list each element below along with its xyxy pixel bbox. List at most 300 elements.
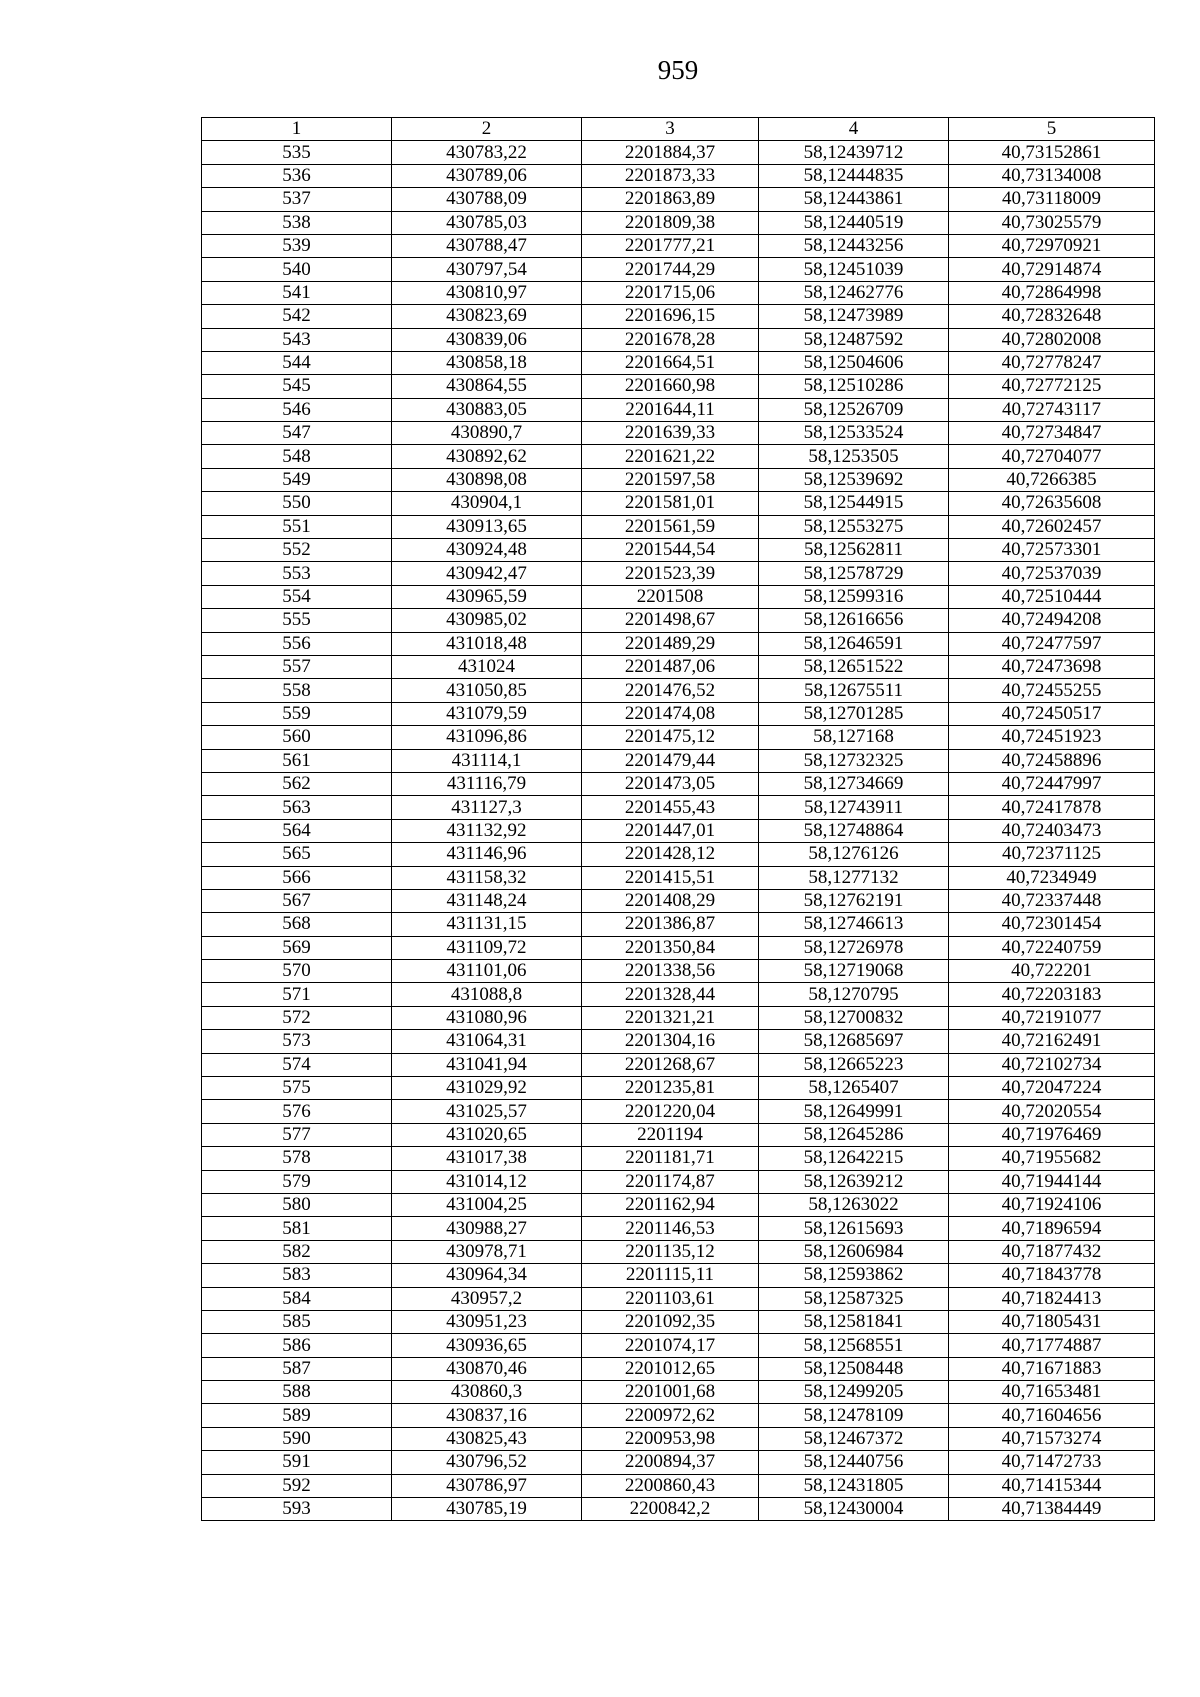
table-cell: 58,12487592 [759,328,949,351]
table-cell: 2201474,08 [582,702,759,725]
table-cell: 2201146,53 [582,1217,759,1240]
table-cell: 430965,59 [392,585,582,608]
table-cell: 430892,62 [392,445,582,468]
table-cell: 2201884,37 [582,141,759,164]
table-cell: 562 [202,772,392,795]
table-cell: 58,12499205 [759,1381,949,1404]
table-cell: 2201621,22 [582,445,759,468]
table-cell: 2201447,01 [582,819,759,842]
table-row [202,866,1155,889]
table-cell: 40,73134008 [949,164,1155,187]
table-cell: 2201479,44 [582,749,759,772]
table-row [202,1170,1155,1193]
table-cell: 2201561,59 [582,515,759,538]
table-cell: 431029,92 [392,1077,582,1100]
table-cell: 430839,06 [392,328,582,351]
table-cell: 2201001,68 [582,1381,759,1404]
table-cell: 58,12645286 [759,1123,949,1146]
coordinates-table [201,117,1155,1521]
table-cell: 430890,7 [392,422,582,445]
table-row [202,1006,1155,1029]
table-cell: 585 [202,1310,392,1333]
table-row [202,1310,1155,1333]
table-cell: 431131,15 [392,913,582,936]
table-cell: 40,72203183 [949,983,1155,1006]
table-cell: 58,12649991 [759,1100,949,1123]
table-row [202,1357,1155,1380]
table-cell: 431024 [392,655,582,678]
table-cell: 2200860,43 [582,1474,759,1497]
table-cell: 58,1277132 [759,866,949,889]
table-row [202,1427,1155,1450]
table-cell: 541 [202,281,392,304]
table-cell: 58,12642215 [759,1147,949,1170]
table-cell: 2201476,52 [582,679,759,702]
table-cell: 58,12665223 [759,1053,949,1076]
table-cell: 430978,71 [392,1240,582,1263]
table-cell: 430913,65 [392,515,582,538]
table-row [202,585,1155,608]
table-cell: 430823,69 [392,305,582,328]
table-cell: 2201744,29 [582,258,759,281]
table-cell: 2201544,54 [582,539,759,562]
page-number: 959 [657,55,699,85]
table-cell: 551 [202,515,392,538]
table-cell: 2201268,67 [582,1053,759,1076]
table-cell: 40,71877432 [949,1240,1155,1263]
table-cell: 2201523,39 [582,562,759,585]
table-cell: 40,71843778 [949,1264,1155,1287]
table-cell: 58,12762191 [759,889,949,912]
table-cell: 58,1276126 [759,843,949,866]
table-cell: 430898,08 [392,468,582,491]
table-cell: 576 [202,1100,392,1123]
table-cell: 58,12526709 [759,398,949,421]
table-cell: 2201777,21 [582,234,759,257]
table-cell: 430837,16 [392,1404,582,1427]
table-cell: 58,12473989 [759,305,949,328]
table-cell: 58,1265407 [759,1077,949,1100]
table-cell: 2200953,98 [582,1427,759,1450]
table-cell: 40,72403473 [949,819,1155,842]
table-cell: 58,12719068 [759,960,949,983]
table-cell: 589 [202,1404,392,1427]
table-cell: 58,12440519 [759,211,949,234]
table-cell: 2200894,37 [582,1451,759,1474]
table-row [202,328,1155,351]
table-cell: 588 [202,1381,392,1404]
table-cell: 58,1253505 [759,445,949,468]
table-cell: 549 [202,468,392,491]
table-cell: 2201487,06 [582,655,759,678]
table-cell: 539 [202,234,392,257]
table-cell: 2201220,04 [582,1100,759,1123]
table-cell: 571 [202,983,392,1006]
table-cell: 542 [202,305,392,328]
table-cell: 431148,24 [392,889,582,912]
table-cell: 430858,18 [392,351,582,374]
table-cell: 540 [202,258,392,281]
table-cell: 40,71573274 [949,1427,1155,1450]
table-cell: 430924,48 [392,539,582,562]
table-cell: 430786,97 [392,1474,582,1497]
table-cell: 556 [202,632,392,655]
table-header-row [202,118,1155,141]
table-cell: 58,12510286 [759,375,949,398]
table-cell: 2201304,16 [582,1030,759,1053]
table-cell: 40,722201 [949,960,1155,983]
table-row [202,1193,1155,1216]
column-header: 4 [759,118,949,141]
table-cell: 431114,1 [392,749,582,772]
table-cell: 58,12616656 [759,609,949,632]
table-row [202,913,1155,936]
table-cell: 58,12451039 [759,258,949,281]
table-cell: 40,72477597 [949,632,1155,655]
table-cell: 40,72864998 [949,281,1155,304]
table-cell: 58,12743911 [759,796,949,819]
table-cell: 535 [202,141,392,164]
table-cell: 430964,34 [392,1264,582,1287]
table-cell: 430796,52 [392,1451,582,1474]
table-cell: 2201475,12 [582,726,759,749]
table-cell: 58,12581841 [759,1310,949,1333]
table-row [202,1474,1155,1497]
table-cell: 582 [202,1240,392,1263]
table-row [202,188,1155,211]
table-cell: 40,72240759 [949,936,1155,959]
table-cell: 554 [202,585,392,608]
column-header: 1 [202,118,392,141]
table-cell: 40,7266385 [949,468,1155,491]
table-cell: 546 [202,398,392,421]
table-cell: 2201428,12 [582,843,759,866]
table-cell: 58,1270795 [759,983,949,1006]
table-cell: 570 [202,960,392,983]
table-row [202,960,1155,983]
table-cell: 430810,97 [392,281,582,304]
table-cell: 431025,57 [392,1100,582,1123]
table-row [202,843,1155,866]
table-cell: 40,72635608 [949,492,1155,515]
table-cell: 2201074,17 [582,1334,759,1357]
table-row [202,936,1155,959]
table-cell: 550 [202,492,392,515]
table-cell: 40,72734847 [949,422,1155,445]
table-row [202,1334,1155,1357]
table-cell: 40,72537039 [949,562,1155,585]
table-row [202,1404,1155,1427]
table-cell: 2201639,33 [582,422,759,445]
table-cell: 430783,22 [392,141,582,164]
table-row [202,609,1155,632]
table-cell: 579 [202,1170,392,1193]
table-cell: 431064,31 [392,1030,582,1053]
table-cell: 587 [202,1357,392,1380]
table-cell: 536 [202,164,392,187]
table-cell: 2201135,12 [582,1240,759,1263]
table-cell: 40,71805431 [949,1310,1155,1333]
table-cell: 58,12430004 [759,1498,949,1521]
table-cell: 431050,85 [392,679,582,702]
table-cell: 2201508 [582,585,759,608]
table-row [202,1451,1155,1474]
table-row [202,983,1155,1006]
table-cell: 58,12431805 [759,1474,949,1497]
table-cell: 430957,2 [392,1287,582,1310]
table-row [202,889,1155,912]
table-cell: 40,72778247 [949,351,1155,374]
table-cell: 40,72458896 [949,749,1155,772]
table-cell: 40,72473698 [949,655,1155,678]
table-cell: 58,12701285 [759,702,949,725]
table-cell: 574 [202,1053,392,1076]
table-cell: 58,12568551 [759,1334,949,1357]
table-cell: 2201328,44 [582,983,759,1006]
table-cell: 40,72573301 [949,539,1155,562]
table-cell: 58,12443861 [759,188,949,211]
table-cell: 2201863,89 [582,188,759,211]
table-row [202,679,1155,702]
table-row [202,258,1155,281]
table-cell: 58,12533524 [759,422,949,445]
table-cell: 431116,79 [392,772,582,795]
table-cell: 40,7234949 [949,866,1155,889]
table-cell: 40,72447997 [949,772,1155,795]
table-cell: 2201678,28 [582,328,759,351]
table-cell: 578 [202,1147,392,1170]
table-cell: 58,1263022 [759,1193,949,1216]
table-cell: 430860,3 [392,1381,582,1404]
table-cell: 2201162,94 [582,1193,759,1216]
table-cell: 58,12553275 [759,515,949,538]
table-cell: 2201194 [582,1123,759,1146]
table-cell: 545 [202,375,392,398]
table-row [202,1240,1155,1263]
table-cell: 40,71824413 [949,1287,1155,1310]
table-cell: 58,12700832 [759,1006,949,1029]
table-cell: 430883,05 [392,398,582,421]
table-cell: 40,73025579 [949,211,1155,234]
table-cell: 430785,19 [392,1498,582,1521]
table-cell: 580 [202,1193,392,1216]
table-cell: 430904,1 [392,492,582,515]
table-cell: 58,12587325 [759,1287,949,1310]
table-row [202,234,1155,257]
table-cell: 586 [202,1334,392,1357]
table-cell: 591 [202,1451,392,1474]
table-cell: 58,12748864 [759,819,949,842]
table-cell: 40,72832648 [949,305,1155,328]
table-row [202,281,1155,304]
table-cell: 40,72337448 [949,889,1155,912]
table-cell: 430788,09 [392,188,582,211]
table-cell: 2201350,84 [582,936,759,959]
table-cell: 40,72602457 [949,515,1155,538]
table-cell: 553 [202,562,392,585]
table-cell: 2201115,11 [582,1264,759,1287]
table-cell: 2201321,21 [582,1006,759,1029]
table-cell: 58,12544915 [759,492,949,515]
table-cell: 2201489,29 [582,632,759,655]
table-cell: 569 [202,936,392,959]
table-cell: 2201455,43 [582,796,759,819]
table-cell: 431158,32 [392,866,582,889]
table-cell: 40,71944144 [949,1170,1155,1193]
table-cell: 40,72450517 [949,702,1155,725]
table-cell: 40,73152861 [949,141,1155,164]
table-row [202,445,1155,468]
table-row [202,1077,1155,1100]
table-cell: 58,12615693 [759,1217,949,1240]
table-cell: 58,12440756 [759,1451,949,1474]
table-cell: 58,12732325 [759,749,949,772]
table-cell: 548 [202,445,392,468]
table-cell: 575 [202,1077,392,1100]
table-cell: 40,72020554 [949,1100,1155,1123]
table-cell: 40,71384449 [949,1498,1155,1521]
table-cell: 430951,23 [392,1310,582,1333]
table-cell: 58,12562811 [759,539,949,562]
table-cell: 2201715,06 [582,281,759,304]
table-row [202,702,1155,725]
table-cell: 2201660,98 [582,375,759,398]
table-cell: 40,71774887 [949,1334,1155,1357]
table-row [202,398,1155,421]
table-cell: 430789,06 [392,164,582,187]
table-cell: 431101,06 [392,960,582,983]
table-cell: 430797,54 [392,258,582,281]
table-cell: 547 [202,422,392,445]
table-cell: 58,12746613 [759,913,949,936]
table-row [202,351,1155,374]
table-row [202,1123,1155,1146]
table-cell: 584 [202,1287,392,1310]
table-cell: 592 [202,1474,392,1497]
table-cell: 58,12467372 [759,1427,949,1450]
table-row [202,655,1155,678]
table-cell: 564 [202,819,392,842]
table-cell: 430936,65 [392,1334,582,1357]
table-cell: 58,12508448 [759,1357,949,1380]
table-row [202,819,1155,842]
table-cell: 40,71415344 [949,1474,1155,1497]
table-cell: 431079,59 [392,702,582,725]
table-cell: 58,12599316 [759,585,949,608]
table-cell: 431041,94 [392,1053,582,1076]
table-row [202,632,1155,655]
table-row [202,539,1155,562]
table-cell: 566 [202,866,392,889]
table-row [202,1287,1155,1310]
table-cell: 58,12504606 [759,351,949,374]
table-body [202,141,1155,1521]
table-cell: 431014,12 [392,1170,582,1193]
table-cell: 40,71976469 [949,1123,1155,1146]
table-row [202,1030,1155,1053]
table-cell: 2201415,51 [582,866,759,889]
table-cell: 40,71896594 [949,1217,1155,1240]
table-row [202,375,1155,398]
table-cell: 40,73118009 [949,188,1155,211]
column-header: 5 [949,118,1155,141]
table-cell: 431132,92 [392,819,582,842]
table-row [202,1381,1155,1404]
table-cell: 40,72970921 [949,234,1155,257]
table-cell: 2201809,38 [582,211,759,234]
table-cell: 431004,25 [392,1193,582,1216]
table-cell: 2201386,87 [582,913,759,936]
table-cell: 40,72802008 [949,328,1155,351]
table-cell: 40,72301454 [949,913,1155,936]
table-cell: 2201181,71 [582,1147,759,1170]
table-row [202,305,1155,328]
table-cell: 430870,46 [392,1357,582,1380]
table-cell: 58,12726978 [759,936,949,959]
table-cell: 431146,96 [392,843,582,866]
table-cell: 593 [202,1498,392,1521]
table-cell: 2201103,61 [582,1287,759,1310]
table-cell: 40,72743117 [949,398,1155,421]
table-cell: 558 [202,679,392,702]
table-row [202,422,1155,445]
table-cell: 544 [202,351,392,374]
table-cell: 40,72162491 [949,1030,1155,1053]
table-cell: 40,71671883 [949,1357,1155,1380]
table-cell: 40,72047224 [949,1077,1155,1100]
table-cell: 58,12578729 [759,562,949,585]
table-row [202,492,1155,515]
table-cell: 568 [202,913,392,936]
table-cell: 2201644,11 [582,398,759,421]
table-cell: 40,72704077 [949,445,1155,468]
table-row [202,796,1155,819]
table-cell: 567 [202,889,392,912]
table-cell: 557 [202,655,392,678]
table-cell: 577 [202,1123,392,1146]
table-cell: 2201174,87 [582,1170,759,1193]
table-cell: 58,12675511 [759,679,949,702]
table-cell: 431018,48 [392,632,582,655]
table-cell: 58,12685697 [759,1030,949,1053]
table-row [202,141,1155,164]
table-cell: 40,71955682 [949,1147,1155,1170]
table-row [202,772,1155,795]
table-row [202,1147,1155,1170]
table-cell: 430864,55 [392,375,582,398]
table-row [202,211,1155,234]
table-cell: 40,72494208 [949,609,1155,632]
table-row [202,1100,1155,1123]
table-row [202,515,1155,538]
table-cell: 58,12478109 [759,1404,949,1427]
table-cell: 431088,8 [392,983,582,1006]
table-cell: 2201012,65 [582,1357,759,1380]
table-cell: 2201664,51 [582,351,759,374]
table-cell: 430785,03 [392,211,582,234]
table-cell: 563 [202,796,392,819]
table-cell: 2201092,35 [582,1310,759,1333]
table-cell: 40,72371125 [949,843,1155,866]
table-cell: 58,127168 [759,726,949,749]
table-cell: 2201408,29 [582,889,759,912]
table-cell: 590 [202,1427,392,1450]
table-cell: 559 [202,702,392,725]
table-cell: 431080,96 [392,1006,582,1029]
table-row [202,164,1155,187]
table-cell: 431017,38 [392,1147,582,1170]
table-cell: 538 [202,211,392,234]
